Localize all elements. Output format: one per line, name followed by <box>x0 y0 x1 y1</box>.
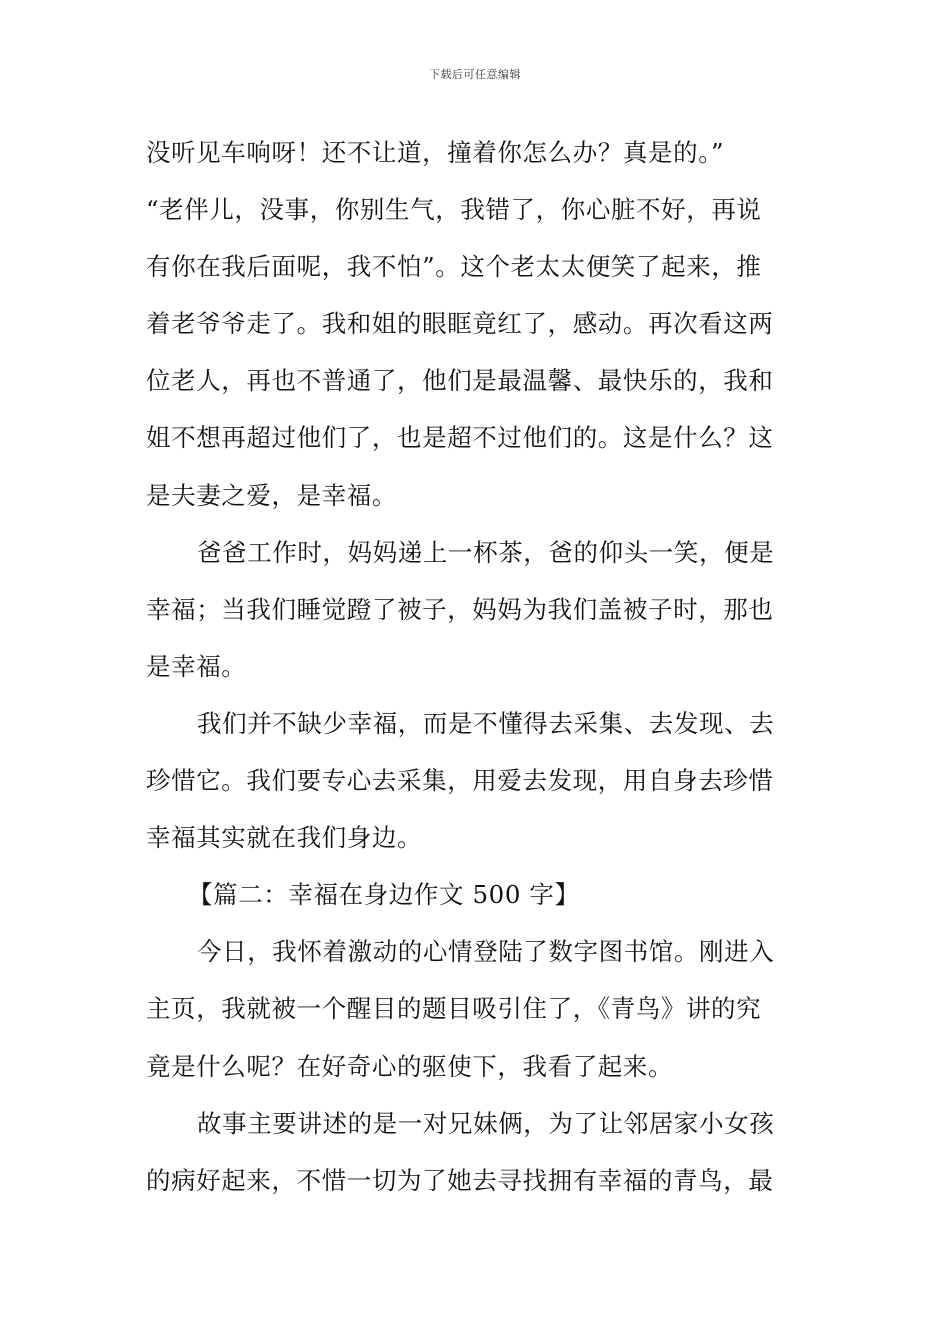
text-line: 是幸福。 <box>146 651 247 681</box>
text-line: 我们并不缺少幸福，而是不懂得去采集、去发现、去 <box>197 708 775 738</box>
text-line: 是夫妻之爱，是幸福。 <box>146 480 397 510</box>
text-line: 姐不想再超过他们了，也是超不过他们的。这是什么？这 <box>146 423 774 453</box>
section-heading: 【篇二：幸福在身边作文 500 字】 <box>188 880 580 910</box>
text-line: 主页，我就被一个醒目的题目吸引住了，《青鸟》讲的究 <box>146 994 762 1024</box>
text-line: 爸爸工作时，妈妈递上一杯茶，爸的仰头一笑，便是 <box>197 537 775 567</box>
text-line: 竟是什么呢？在好奇心的驱使下，我看了起来。 <box>146 1051 674 1081</box>
text-line: 着老爷爷走了。我和姐的眼眶竟红了，感动。再次看这两 <box>146 309 774 339</box>
text-line: 的病好起来，不惜一切为了她去寻找拥有幸福的青鸟，最 <box>146 1165 774 1195</box>
text-line: 珍惜它。我们要专心去采集，用爱去发现，用自身去珍惜 <box>146 766 774 796</box>
text-line: 位老人，再也不普通了，他们是最温馨、最快乐的，我和 <box>146 366 774 396</box>
text-line: 幸福其实就在我们身边。 <box>146 823 423 853</box>
text-line: 没听见车响呀！还不让道，撞着你怎么办？真是的。” <box>146 138 725 167</box>
text-line: 幸福；当我们睡觉蹬了被子，妈妈为我们盖被子时，那也 <box>146 594 774 624</box>
text-line: 故事主要讲述的是一对兄妹俩，为了让邻居家小女孩 <box>197 1108 775 1138</box>
text-line: 今日，我怀着激动的心情登陆了数字图书馆。刚进入 <box>197 937 775 967</box>
document-body <box>146 124 806 1209</box>
text-line: 有你在我后面呢，我不怕”。这个老太太便笑了起来，推 <box>146 252 762 282</box>
text-line: “老伴儿，没事，你别生气，我错了，你心脏不好，再说 <box>146 195 762 225</box>
page-header: 下载后可任意编辑 <box>429 68 521 81</box>
